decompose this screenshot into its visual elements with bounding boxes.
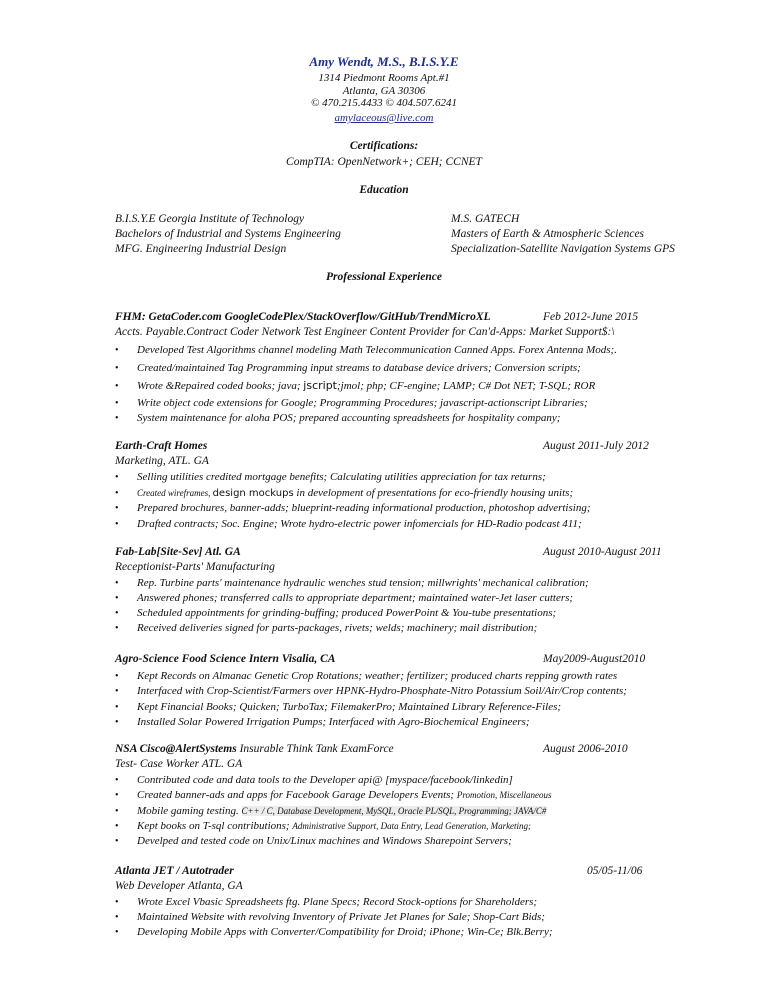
education-heading: Education (359, 184, 409, 196)
education-right-2: Masters of Earth & Atmospheric Sciences (451, 228, 645, 240)
list-item: • Developing Mobile Apps with Converter/Compatibility for Droid; iPhone; Win-Ce; Blk.Berry; (115, 926, 553, 938)
list-item: • Selling utilities credited mortgage benefits; Calculating utilities appreciation for tax returns; (115, 471, 546, 483)
job-subtitle: Marketing, ATL. GA (115, 455, 209, 467)
address-line-2: Atlanta, GA 30306 (342, 85, 426, 97)
job-date: Feb 2012-June 2015 (543, 311, 639, 323)
list-item: • Created banner-ads and apps for Facebook Garage Developers Events; Promotion, Miscellaneous (115, 789, 552, 801)
list-item: • Drafted contracts; Soc. Engine; Wrote hydro-electric power infomercials for HD-Radio podcast 411; (115, 518, 582, 530)
job-subtitle: Receptionist-Parts' Manufacturing (115, 561, 275, 573)
certifications-heading: Certifications: (349, 140, 419, 152)
job-subtitle: Web Developer Atlanta, GA (115, 880, 243, 892)
list-item: • System maintenance for aloha POS; prepared accounting spreadsheets for hospitality company; (115, 412, 561, 424)
list-item: • Scheduled appointments for grinding-buffing; produced PowerPoint & You-tube presentations; (115, 607, 557, 619)
education-right-3: Specialization-Satellite Navigation Systems GPS (451, 243, 675, 255)
list-item: • Develped and tested code on Unix/Linux machines and Windows Sharepoint Servers; (115, 835, 512, 847)
address-line-1: 1314 Piedmont Rooms Apt.#1 (318, 72, 450, 84)
job-subtitle: Test- Case Worker ATL. GA (115, 758, 243, 770)
list-item: • Write object code extensions for Google; Programming Procedures; javascript-actionscript Libraries; (115, 397, 588, 409)
email-link[interactable]: amylaceous@live.com (334, 112, 434, 124)
list-item: • Answered phones; transferred calls to appropriate department; maintained water-Jet laser cutters; (115, 592, 574, 604)
list-item: • Contributed code and data tools to the Developer api@ [myspace/facebook/linkedin] (115, 774, 513, 786)
education-left-2: Bachelors of Industrial and Systems Engineering (115, 228, 341, 240)
job-date: August 2010-August 2011 (543, 546, 662, 558)
education-left-3: MFG. Engineering Industrial Design (115, 243, 287, 255)
job-subtitle: Accts. Payable.Contract Coder Network Test Engineer Content Provider for Can'd-Apps: Market Support$:\ (115, 326, 615, 338)
resume-name: Amy Wendt, M.S., B.I.S.Y.E (309, 54, 459, 69)
list-item: • Prepared brochures, banner-adds; blueprint-reading informational production, photoshop advertising; (115, 502, 591, 514)
list-item: • Created wireframes, design mockups in development of presentations for eco-friendly housing units; (115, 487, 574, 499)
job-title: Agro-Science Food Science Intern Visalia, CA (115, 653, 336, 665)
experience-heading: Professional Experience (326, 271, 442, 283)
list-item: • Wrote Excel Vbasic Spreadsheets ftg. Plane Specs; Record Stock-options for Shareholders; (115, 896, 538, 908)
job-title: Earth-Craft Homes (115, 440, 208, 452)
list-item: • Maintained Website with revolving Inventory of Private Jet Planes for Sale; Shop-Cart Bids; (115, 911, 545, 923)
job-date: August 2006-2010 (543, 743, 628, 755)
certifications-text: CompTIA: OpenNetwork+; CEH; CCNET (286, 156, 482, 168)
list-item: • Created/maintained Tag Programming input streams to database device drivers; Conversion scripts; (115, 362, 581, 374)
list-item: • Kept Financial Books; Quicken; TurboTax; FilemakerPro; Maintained Library Reference-Files; (115, 701, 562, 713)
education-left-1: B.I.S.Y.E Georgia Institute of Technology (115, 213, 305, 225)
list-item: • Kept Records on Almanac Genetic Crop Rotations; weather; fertilizer; produced charts repping growth rates (115, 670, 618, 682)
education-right-1: M.S. GATECH (451, 213, 520, 225)
list-item: • Rep. Turbine parts' maintenance hydraulic wenches stud tension; millwrights' mechanical calibration; (115, 577, 589, 589)
list-item: • Received deliveries signed for parts-packages, rivets; welds; machinery; mail distribution; (115, 622, 538, 634)
job-date: August 2011-July 2012 (543, 440, 649, 452)
job-title: NSA Cisco@AlertSystems Insurable Think Tank ExamForce (115, 743, 394, 755)
list-item: • Kept books on T-sql contributions; Administrative Support, Data Entry, Lead Generation, Marketing; (115, 820, 532, 832)
job-title: Atlanta JET / Autotrader (115, 865, 234, 877)
job-date: 05/05-11/06 (587, 865, 643, 877)
list-item: • Installed Solar Powered Irrigation Pumps; Interfaced with Agro-Biochemical Engineers; (115, 716, 530, 728)
job-date: May2009-August2010 (543, 653, 646, 665)
list-item: • Wrote &Repaired coded books; java; jscript;jmol; php; CF-engine; LAMP; C# Dot NET; T-SQL; ROR (115, 379, 596, 392)
list-item: • Developed Test Algorithms channel modeling Math Telecommunication Canned Apps. Forex Antenna Mods;. (115, 344, 617, 356)
phone-numbers: © 470.215.4433 © 404.507.6241 (311, 97, 457, 109)
job-title: Fab-Lab[Site-Sev] Atl. GA (115, 546, 241, 558)
job-title: FHM: GetaCoder.com GoogleCodePlex/StackOverflow/GitHub/TrendMicroXL (115, 311, 491, 323)
list-item: • Interfaced with Crop-Scientist/Farmers over HPNK-Hydro-Phosphate-Nitro Potassium Soil/Air/Crop contents; (115, 685, 627, 697)
list-item: • Mobile gaming testing. C++ / C, Database Development, MySQL, Oracle PL/SQL, Programming; JAVA/C# (115, 805, 547, 817)
